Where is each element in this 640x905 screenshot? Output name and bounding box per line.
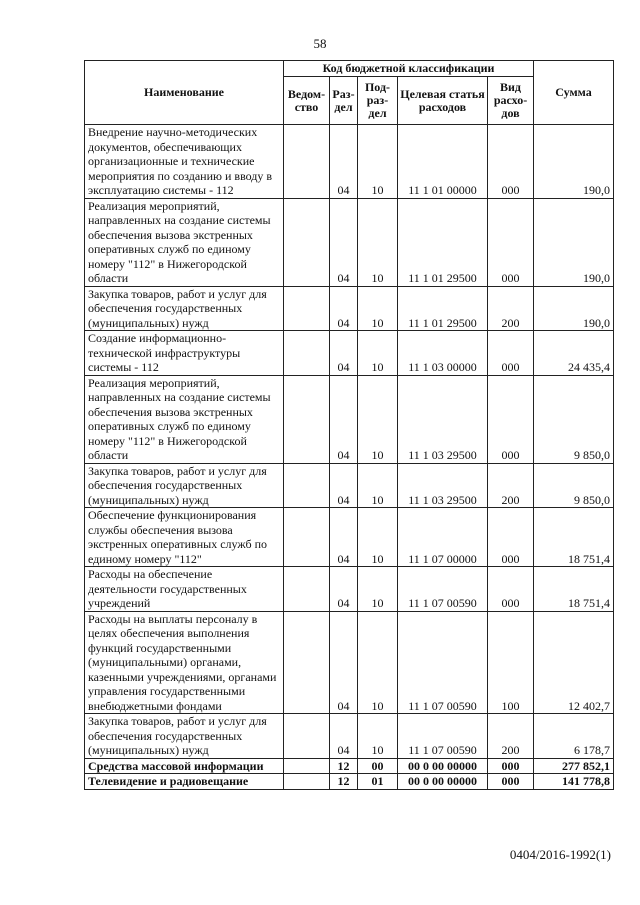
row-vid: 000: [488, 375, 534, 463]
row-razdel: 04: [330, 198, 358, 286]
row-tselevaya: 11 1 07 00590: [398, 611, 488, 714]
header-podrazdel: Под-раз-дел: [358, 77, 398, 125]
row-razdel: 04: [330, 508, 358, 567]
row-summa: 9 850,0: [534, 375, 614, 463]
table-row: [85, 286, 614, 331]
row-razdel: 12: [330, 758, 358, 774]
row-name: Расходы на выплаты персоналу в целях обеспечения выполнения функций государственными (муниципальными) органами, казенными учреждениями, органами управления государственными внебюджетными фондами: [85, 611, 284, 714]
row-name: Реализация мероприятий, направленных на создание системы обеспечения вызова экстренных оперативных служб по единому номеру "112" в Нижегородской области: [85, 198, 284, 286]
row-razdel: 04: [330, 125, 358, 199]
row-podrazdel: 10: [358, 198, 398, 286]
row-summa: 6 178,7: [534, 714, 614, 759]
row-summa: 12 402,7: [534, 611, 614, 714]
row-tselevaya: 11 1 07 00590: [398, 714, 488, 759]
row-name: Телевидение и радиовещание: [85, 774, 284, 790]
row-vid: 200: [488, 463, 534, 508]
row-vid: 000: [488, 567, 534, 612]
row-vedomstvo: [284, 286, 330, 331]
row-name: Закупка товаров, работ и услуг для обеспечения государственных (муниципальных) нужд: [85, 286, 284, 331]
row-vid: 000: [488, 774, 534, 790]
row-summa: 24 435,4: [534, 331, 614, 376]
row-podrazdel: 10: [358, 331, 398, 376]
row-vid: 100: [488, 611, 534, 714]
row-vid: 200: [488, 286, 534, 331]
row-vedomstvo: [284, 611, 330, 714]
row-tselevaya: 11 1 01 00000: [398, 125, 488, 199]
table-row: [85, 758, 614, 774]
row-name: Создание информационно-технической инфраструктуры системы - 112: [85, 331, 284, 376]
row-summa: 190,0: [534, 125, 614, 199]
row-podrazdel: 10: [358, 567, 398, 612]
page-number: 58: [313, 36, 327, 51]
row-podrazdel: 10: [358, 508, 398, 567]
row-vedomstvo: [284, 331, 330, 376]
row-tselevaya: 00 0 00 00000: [398, 758, 488, 774]
budget-table: [84, 60, 614, 790]
row-vedomstvo: [284, 198, 330, 286]
table-row: [85, 331, 614, 376]
row-tselevaya: 11 1 07 00590: [398, 567, 488, 612]
row-name: Расходы на обеспечение деятельности государственных учреждений: [85, 567, 284, 612]
row-summa: 18 751,4: [534, 567, 614, 612]
row-podrazdel: 10: [358, 714, 398, 759]
row-tselevaya: 11 1 01 29500: [398, 286, 488, 331]
row-summa: 141 778,8: [534, 774, 614, 790]
row-vedomstvo: [284, 567, 330, 612]
row-vid: 000: [488, 331, 534, 376]
row-vid: 000: [488, 758, 534, 774]
row-summa: 18 751,4: [534, 508, 614, 567]
row-razdel: 04: [330, 463, 358, 508]
header-vedomstvo: Ведом-ство: [284, 77, 330, 125]
row-podrazdel: 10: [358, 463, 398, 508]
row-tselevaya: 00 0 00 00000: [398, 774, 488, 790]
row-vedomstvo: [284, 758, 330, 774]
row-razdel: 04: [330, 286, 358, 331]
row-vedomstvo: [284, 714, 330, 759]
row-razdel: 04: [330, 714, 358, 759]
row-podrazdel: 10: [358, 611, 398, 714]
table-row: [85, 774, 614, 790]
row-summa: 277 852,1: [534, 758, 614, 774]
row-vid: 000: [488, 125, 534, 199]
row-name: Реализация мероприятий, направленных на создание системы обеспечения вызова экстренных оперативных служб по единому номеру "112" в Нижегородской области: [85, 375, 284, 463]
row-podrazdel: 10: [358, 125, 398, 199]
table-row: [85, 125, 614, 199]
row-name: Внедрение научно-методических документов, обеспечивающих организационные и технические мероприятия по созданию и вводу в эксплуатацию системы - 112: [85, 125, 284, 199]
row-vid: 000: [488, 508, 534, 567]
row-vedomstvo: [284, 463, 330, 508]
row-razdel: 04: [330, 567, 358, 612]
row-name: Средства массовой информации: [85, 758, 284, 774]
row-podrazdel: 00: [358, 758, 398, 774]
row-tselevaya: 11 1 01 29500: [398, 198, 488, 286]
header-code-group: Код бюджетной классификации: [284, 61, 534, 77]
table-row: [85, 375, 614, 463]
table-row: [85, 611, 614, 714]
row-summa: 190,0: [534, 198, 614, 286]
row-name: Закупка товаров, работ и услуг для обеспечения государственных (муниципальных) нужд: [85, 463, 284, 508]
row-vedomstvo: [284, 375, 330, 463]
row-podrazdel: 10: [358, 286, 398, 331]
row-vedomstvo: [284, 125, 330, 199]
row-vedomstvo: [284, 508, 330, 567]
row-podrazdel: 01: [358, 774, 398, 790]
row-vid: 200: [488, 714, 534, 759]
header-razdel: Раз-дел: [330, 77, 358, 125]
row-podrazdel: 10: [358, 375, 398, 463]
table-row: [85, 508, 614, 567]
row-summa: 9 850,0: [534, 463, 614, 508]
row-tselevaya: 11 1 03 29500: [398, 375, 488, 463]
row-summa: 190,0: [534, 286, 614, 331]
header-name: Наименование: [85, 61, 284, 125]
row-razdel: 12: [330, 774, 358, 790]
row-name: Обеспечение функционирования службы обеспечения вызова экстренных оперативных служб по единому номеру "112": [85, 508, 284, 567]
table-row: [85, 463, 614, 508]
document-code: 0404/2016-1992(1): [509, 847, 611, 862]
row-vid: 000: [488, 198, 534, 286]
row-tselevaya: 11 1 03 29500: [398, 463, 488, 508]
row-name: Закупка товаров, работ и услуг для обеспечения государственных (муниципальных) нужд: [85, 714, 284, 759]
header-summa: Сумма: [534, 61, 614, 125]
row-tselevaya: 11 1 07 00000: [398, 508, 488, 567]
table-row: [85, 567, 614, 612]
row-razdel: 04: [330, 331, 358, 376]
row-vedomstvo: [284, 774, 330, 790]
row-razdel: 04: [330, 375, 358, 463]
row-tselevaya: 11 1 03 00000: [398, 331, 488, 376]
table-row: [85, 198, 614, 286]
header-tselevaya: Целевая статья расходов: [398, 77, 488, 125]
row-razdel: 04: [330, 611, 358, 714]
table-body: [85, 125, 614, 790]
header-vid: Вид расхо-дов: [488, 77, 534, 125]
table-row: [85, 714, 614, 759]
